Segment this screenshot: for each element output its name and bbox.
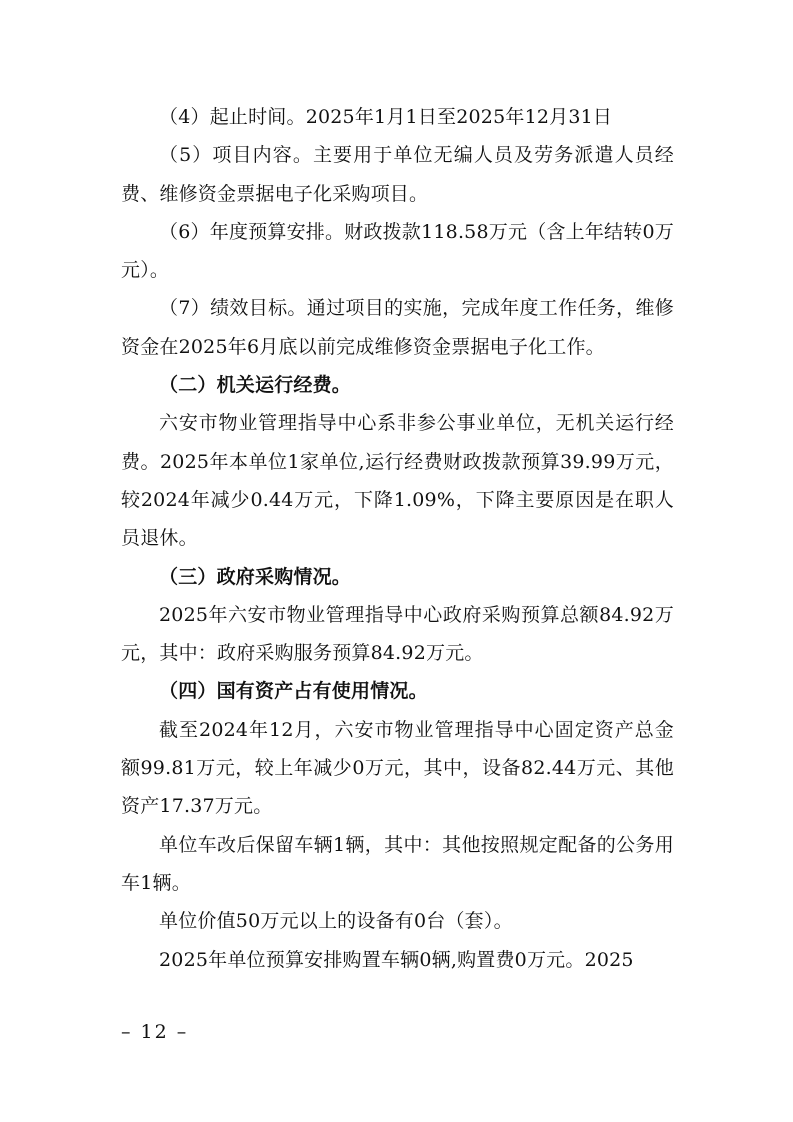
section-heading-state-assets: （四）国有资产占有使用情况。 xyxy=(159,680,428,703)
page-number: – 12 – xyxy=(121,1021,189,1043)
paragraph-fixed-assets: 截至2024年12月，六安市物业管理指导中心固定资产总金额99.81万元，较上年减少0万元，其中，设备82.44万元、其他资产17.37万元。 xyxy=(121,718,674,818)
paragraph-start-end-time: （4）起止时间。2025年1月1日至2025年12月31日 xyxy=(159,106,613,128)
paragraph-government-procurement: 2025年六安市物业管理指导中心政府采购预算总额84.92万元，其中：政府采购服务预算84.92万元。 xyxy=(121,603,674,665)
paragraph-annual-budget: （6）年度预算安排。财政拨款118.58万元（含上年结转0万元）。 xyxy=(121,220,674,282)
paragraph-performance-target: （7）绩效目标。通过项目的实施，完成年度工作任务，维修资金在2025年6月底以前完成维修资金票据电子化工作。 xyxy=(121,297,674,358)
paragraph-operating-expenses: 六安市物业管理指导中心系非参公事业单位，无机关运行经费。2025年本单位1家单位,运行经费财政拨款预算39.99万元，较2024年减少0.44万元，下降1.09%，下降主要原因是在职人员退休。 xyxy=(121,412,674,550)
paragraph-equipment: 单位价值50万元以上的设备有0台（套）。 xyxy=(159,910,513,933)
section-heading-government-procurement: （三）政府采购情况。 xyxy=(159,565,352,588)
paragraph-vehicle-purchase: 2025年单位预算安排购置车辆0辆,购置费0万元。2025 xyxy=(159,948,634,971)
paragraph-vehicles: 单位车改后保留车辆1辆，其中：其他按照规定配备的公务用车1辆。 xyxy=(121,833,674,894)
page-body xyxy=(121,98,674,979)
paragraph-project-content: （5）项目内容。主要用于单位无编人员及劳务派遣人员经费、维修资金票据电子化采购项目。 xyxy=(121,144,674,205)
section-heading-operating-expenses: （二）机关运行经费。 xyxy=(159,374,352,397)
